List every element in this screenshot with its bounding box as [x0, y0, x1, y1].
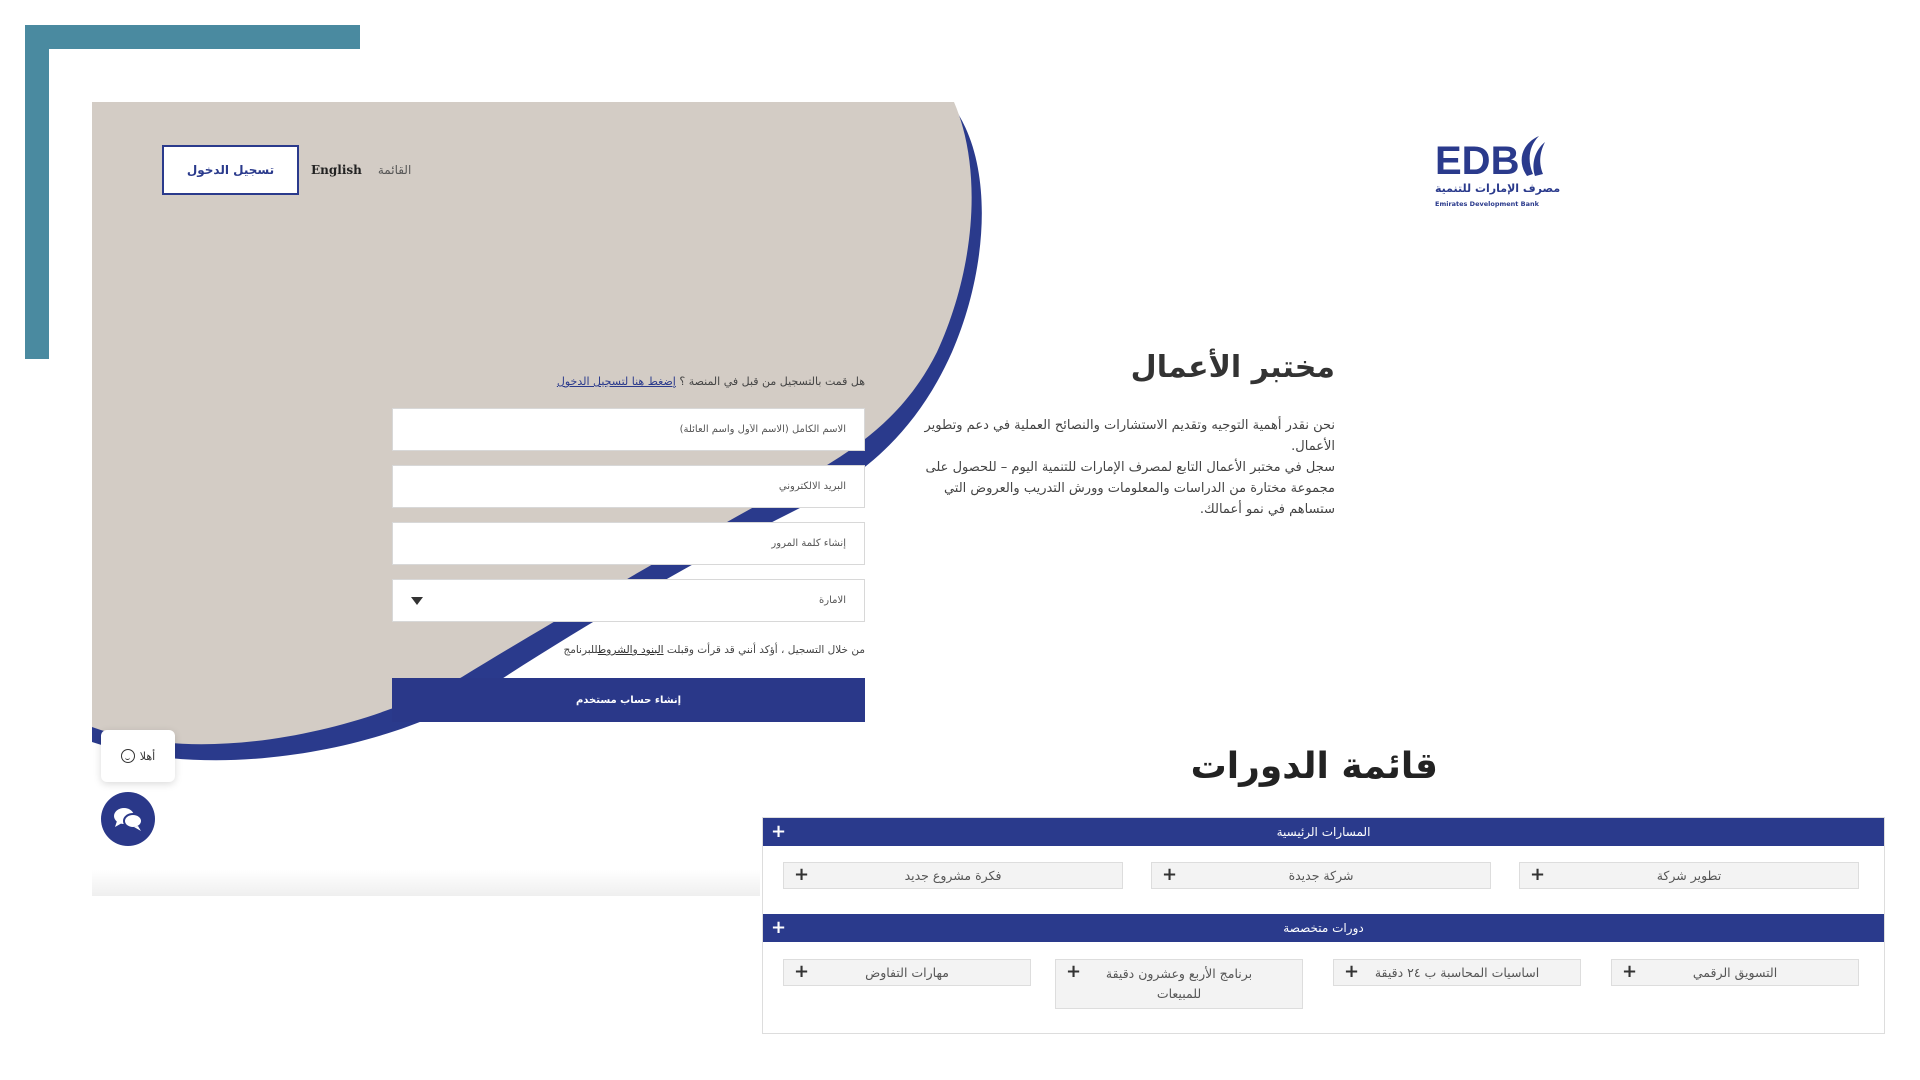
chat-bubbles-icon: [113, 806, 143, 832]
email-field[interactable]: [392, 465, 865, 508]
plus-icon: +: [1344, 961, 1360, 982]
plus-icon: +: [794, 864, 810, 885]
password-input[interactable]: [411, 538, 846, 549]
lab-description-1: نحن نقدر أهمية التوجيه وتقديم الاستشارات والنصائح العملية في دعم وتطوير الأعمال.: [924, 418, 1335, 454]
courses-title: قائمة الدورات: [1190, 746, 1438, 787]
main-tracks-label: المسارات الرئيسية: [1276, 825, 1371, 839]
full-name-input[interactable]: [411, 424, 846, 435]
login-hint: [392, 370, 865, 394]
language-switch[interactable]: English: [311, 163, 362, 177]
chat-greeting[interactable]: [101, 730, 175, 782]
password-field[interactable]: [392, 522, 865, 565]
terms-prefix: من خلال التسجيل ، أؤكد أنني قد قرأت وقبلت: [666, 644, 865, 656]
course-item-label: شركة جديدة: [1288, 867, 1354, 883]
chat-launcher-button[interactable]: [101, 792, 155, 846]
course-item-label: التسويق الرقمي: [1692, 964, 1778, 980]
plus-icon: +: [1530, 864, 1546, 885]
plus-icon: +: [771, 821, 787, 842]
logo-letters: EDB: [1435, 139, 1520, 182]
logo-english-name: Emirates Development Bank: [1435, 200, 1539, 208]
chevron-down-icon: [411, 597, 423, 605]
emirate-select[interactable]: [392, 579, 865, 622]
create-account-button[interactable]: إنشاء حساب مستخدم: [392, 678, 865, 722]
course-item[interactable]: [1611, 959, 1859, 986]
plus-icon: +: [1066, 961, 1082, 982]
email-input[interactable]: [411, 481, 846, 492]
course-item[interactable]: [783, 862, 1123, 889]
course-item-label: اساسيات المحاسبة ب ٢٤ دقيقة: [1374, 964, 1540, 980]
plus-icon: +: [1622, 961, 1638, 982]
chat-greeting-text: أهلا: [139, 749, 156, 763]
main-tracks-header[interactable]: [763, 818, 1884, 846]
hero-bottom-fade: [92, 870, 760, 896]
registration-form: [392, 370, 865, 722]
plus-icon: +: [1162, 864, 1178, 885]
course-item-label: تطوير شركة: [1656, 867, 1722, 883]
terms-link[interactable]: البنود والشروط: [597, 644, 664, 656]
menu-link[interactable]: القائمة: [377, 163, 412, 177]
course-item[interactable]: [783, 959, 1031, 986]
course-item-label: فكرة مشروع جديد: [904, 867, 1002, 883]
specialized-header[interactable]: [763, 914, 1884, 942]
frame-accent-left: [25, 25, 49, 359]
edb-logo: [1435, 132, 1561, 212]
course-item[interactable]: [1333, 959, 1581, 986]
course-item[interactable]: [1519, 862, 1859, 889]
emirate-select-value: الامارة: [819, 595, 846, 606]
terms-notice: [392, 640, 865, 660]
terms-suffix: للبرنامج: [563, 644, 598, 656]
specialized-label: دورات متخصصة: [1283, 921, 1364, 935]
lab-title: مختبر الأعمال: [1130, 350, 1335, 385]
plus-icon: +: [794, 961, 810, 982]
logo-arabic-name: مصرف الإمارات للتنمية: [1435, 182, 1561, 195]
smile-icon: [121, 749, 135, 763]
top-nav: [162, 145, 411, 195]
lab-description: [905, 415, 1335, 520]
full-name-field[interactable]: [392, 408, 865, 451]
frame-accent-top: [25, 25, 360, 49]
course-item[interactable]: [1055, 959, 1303, 1009]
course-item-label: مهارات التفاوض: [865, 964, 949, 980]
login-hint-text: هل قمت بالتسجيل من قبل في المنصة ؟: [679, 375, 865, 388]
course-item[interactable]: [1151, 862, 1491, 889]
lab-description-2: سجل في مختبر الأعمال التابع لمصرف الإمارات للتنمية اليوم – للحصول على مجموعة مختارة من الدراسات والمعلومات وورش التدريب والعروض التي ستساهم في نمو أعمالك.: [925, 460, 1335, 517]
edb-logo-mark: [1435, 132, 1555, 182]
login-button[interactable]: تسجيل الدخول: [162, 145, 299, 195]
plus-icon: +: [771, 917, 787, 938]
login-link[interactable]: إضغط هنا لتسجيل الدخول: [556, 375, 676, 388]
courses-panel: [762, 817, 1885, 1034]
course-item-label: برنامج الأربع وعشرون دقيقة للمبيعات: [1105, 966, 1253, 1001]
